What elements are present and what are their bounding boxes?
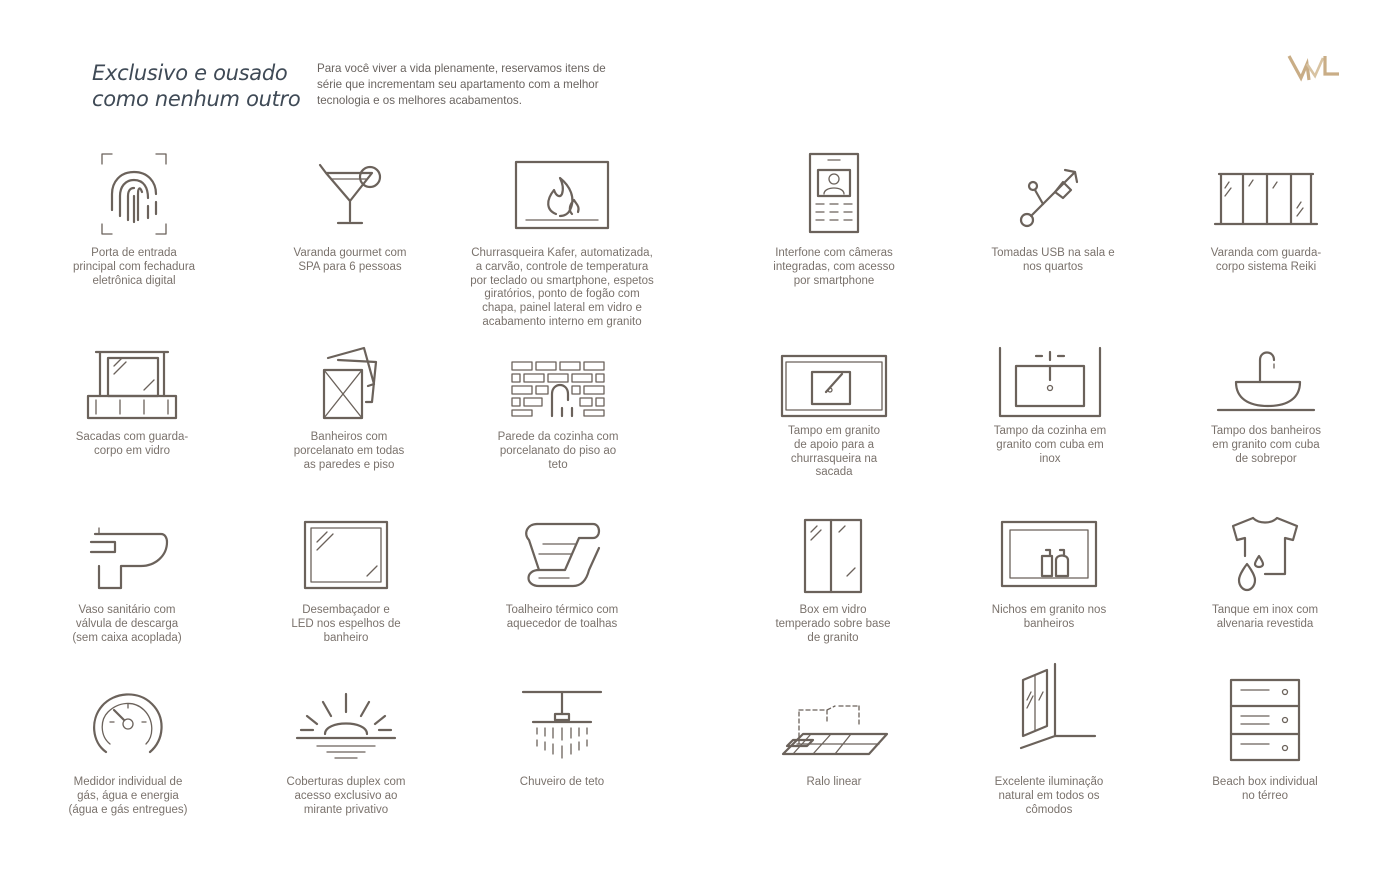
feature-caption: Banheiros com porcelanato em todas as paredes e piso (293, 431, 405, 471)
feature-caption: Excelente iluminação natural em todos os cômodos (994, 776, 1104, 816)
page-title (92, 60, 302, 112)
title-line-1: Exclusivo e ousado (92, 61, 288, 85)
title-line-2: como nenhum outro (92, 87, 301, 111)
towel-icon (457, 520, 667, 590)
feature-caption: Sacadas com guarda- corpo em vidro (75, 431, 189, 457)
intro-text (317, 61, 647, 109)
laundry-tank-icon (1160, 516, 1370, 592)
feature-caption: Tomadas USB na sala e nos quartos (991, 247, 1115, 273)
feature-caption: Tampo da cozinha em granito com cuba em inox (993, 425, 1107, 465)
tiles-icon (244, 346, 454, 424)
toilet-icon (22, 522, 232, 592)
feature-caption: Porta de entrada principal com fechadura eletrônica digital (72, 247, 196, 287)
brick-wall-icon (453, 360, 663, 418)
feature-caption: Medidor individual de gás, água e energia (água e gás entregues) (68, 776, 188, 816)
balcony-glass-icon (27, 350, 237, 422)
intro-line-3: tecnologia e os melhores acabamentos. (317, 94, 522, 107)
feature-caption: Desembaçador e LED nos espelhos de banheiro (291, 604, 401, 644)
mirror-icon (241, 518, 451, 592)
meter-gauge-icon (23, 686, 233, 760)
mvl-monogram-logo (1287, 52, 1341, 84)
feature-caption: Toalheiro térmico com aquecedor de toalhas (505, 604, 619, 630)
feature-caption: Vaso sanitário com válvula de descarga (sem caixa acoplada) (72, 604, 182, 644)
feature-caption: Varanda gourmet com SPA para 6 pessoas (293, 247, 407, 273)
feature-caption: Tampo em granito de apoio para a churrasqueira na sacada (787, 425, 881, 479)
feature-caption: Nichos em granito nos banheiros (991, 604, 1107, 630)
usb-icon (948, 160, 1158, 234)
sunset-icon (241, 690, 451, 760)
bathroom-basin-icon (1161, 346, 1371, 414)
feature-caption: Tampo dos banheiros em granito com cuba de sobrepor (1211, 425, 1321, 465)
intro-line-1: Para você viver a vida plenamente, reservamos itens de (317, 62, 606, 75)
feature-caption: Box em vidro temperado sobre base de granito (775, 604, 891, 644)
fingerprint-icon (29, 150, 239, 240)
glass-railing-icon (1161, 168, 1371, 232)
feature-caption: Tanque em inox com alvenaria revestida (1211, 604, 1319, 630)
window-light-icon (944, 660, 1154, 750)
ceiling-shower-icon (457, 688, 667, 764)
feature-caption: Interfone com câmeras integradas, com acesso por smartphone (773, 247, 895, 287)
feature-caption: Churrasqueira Kafer, automatizada, a carvão, controle de temperatura por teclado ou smartphone, espetos giratórios, ponto de fogão com chapa, painel lateral em vidro e acabamento interno em granito (470, 247, 654, 328)
shower-box-icon (728, 516, 938, 594)
fireplace-icon (457, 158, 667, 234)
feature-caption: Beach box individual no térreo (1212, 776, 1318, 802)
niche-icon (944, 520, 1154, 590)
storage-box-icon (1160, 676, 1370, 764)
granite-countertop-icon (729, 352, 939, 418)
feature-caption: Varanda com guarda- corpo sistema Reiki (1210, 247, 1322, 273)
feature-caption: Ralo linear (806, 776, 862, 788)
feature-caption: Chuveiro de teto (519, 776, 605, 788)
feature-caption: Coberturas duplex com acesso exclusivo ao mirante privativo (286, 776, 406, 816)
cocktail-icon (245, 155, 455, 235)
intercom-icon (729, 150, 939, 236)
linear-drain-icon (729, 702, 939, 760)
feature-caption: Parede da cozinha com porcelanato do piso ao teto (497, 431, 619, 471)
intro-line-2: série que incrementam seu apartamento com a melhor (317, 78, 599, 91)
kitchen-sink-icon (945, 346, 1155, 418)
